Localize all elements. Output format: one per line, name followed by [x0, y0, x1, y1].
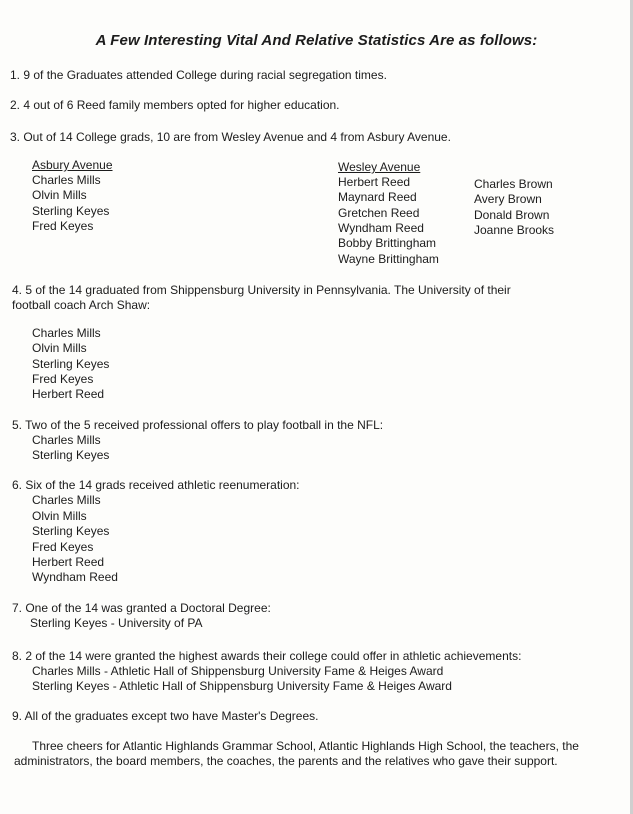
- item-4-line-1: 4. 5 of the 14 graduated from Shippensburg University in Pennsylvania. The University of their: [12, 283, 511, 297]
- item-5-name: Sterling Keyes: [32, 448, 110, 462]
- wesley-name: Herbert Reed: [338, 175, 411, 189]
- item-6-name: Olvin Mills: [32, 509, 87, 523]
- wesley-heading: Wesley Avenue: [338, 160, 421, 174]
- item-7: 7. One of the 14 was granted a Doctoral Degree:: [12, 601, 271, 615]
- wesley-name: Bobby Brittingham: [338, 236, 437, 250]
- wesley-name: Charles Brown: [474, 177, 553, 191]
- wesley-name: Joanne Brooks: [474, 223, 555, 237]
- item-6-name: Herbert Reed: [32, 555, 105, 569]
- asbury-name: Sterling Keyes: [32, 204, 110, 218]
- item-6-name: Wyndham Reed: [32, 570, 118, 584]
- item-4-name: Fred Keyes: [32, 372, 94, 386]
- closing-paragraph: Three cheers for Atlantic Highlands Grammar School, Atlantic Highlands High School, the teachers, the administrators, the board members, the coaches, the parents and the relatives who gave their support.: [14, 739, 579, 768]
- item-4-name: Sterling Keyes: [32, 357, 110, 371]
- asbury-name: Fred Keyes: [32, 219, 94, 233]
- item-8-detail: Charles Mills - Athletic Hall of Shippensburg University Fame & Heiges Award: [32, 664, 444, 678]
- item-8-detail: Sterling Keyes - Athletic Hall of Shippensburg University Fame & Heiges Award: [32, 679, 452, 693]
- item-4-line-2: football coach Arch Shaw:: [12, 298, 151, 312]
- wesley-name: Donald Brown: [474, 208, 550, 222]
- item-2: 2. 4 out of 6 Reed family members opted for higher education.: [10, 98, 340, 112]
- item-6: 6. Six of the 14 grads received athletic reenumeration:: [12, 478, 300, 492]
- item-9: 9. All of the graduates except two have Master's Degrees.: [12, 709, 319, 723]
- item-7-detail: Sterling Keyes - University of PA: [30, 616, 203, 630]
- item-3: 3. Out of 14 College grads, 10 are from Wesley Avenue and 4 from Asbury Avenue.: [10, 130, 451, 144]
- wesley-name: Avery Brown: [474, 192, 542, 206]
- item-1: 1. 9 of the Graduates attended College during racial segregation times.: [10, 68, 387, 82]
- wesley-name: Maynard Reed: [338, 190, 417, 204]
- item-4-name: Olvin Mills: [32, 341, 87, 355]
- asbury-heading: Asbury Avenue: [32, 158, 113, 172]
- item-5-name: Charles Mills: [32, 433, 101, 447]
- item-4-name: Charles Mills: [32, 326, 101, 340]
- item-6-name: Charles Mills: [32, 493, 101, 507]
- wesley-name: Gretchen Reed: [338, 206, 420, 220]
- item-5: 5. Two of the 5 received professional offers to play football in the NFL:: [12, 418, 384, 432]
- item-6-name: Sterling Keyes: [32, 524, 110, 538]
- wesley-name: Wayne Brittingham: [338, 252, 439, 266]
- item-8: 8. 2 of the 14 were granted the highest awards their college could offer in athletic achievements:: [12, 649, 522, 663]
- item-4-name: Herbert Reed: [32, 387, 105, 401]
- asbury-name: Charles Mills: [32, 173, 101, 187]
- asbury-name: Olvin Mills: [32, 188, 87, 202]
- wesley-name: Wyndham Reed: [338, 221, 424, 235]
- item-6-name: Fred Keyes: [32, 540, 94, 554]
- page-title: A Few Interesting Vital And Relative Statistics Are as follows:: [95, 32, 538, 49]
